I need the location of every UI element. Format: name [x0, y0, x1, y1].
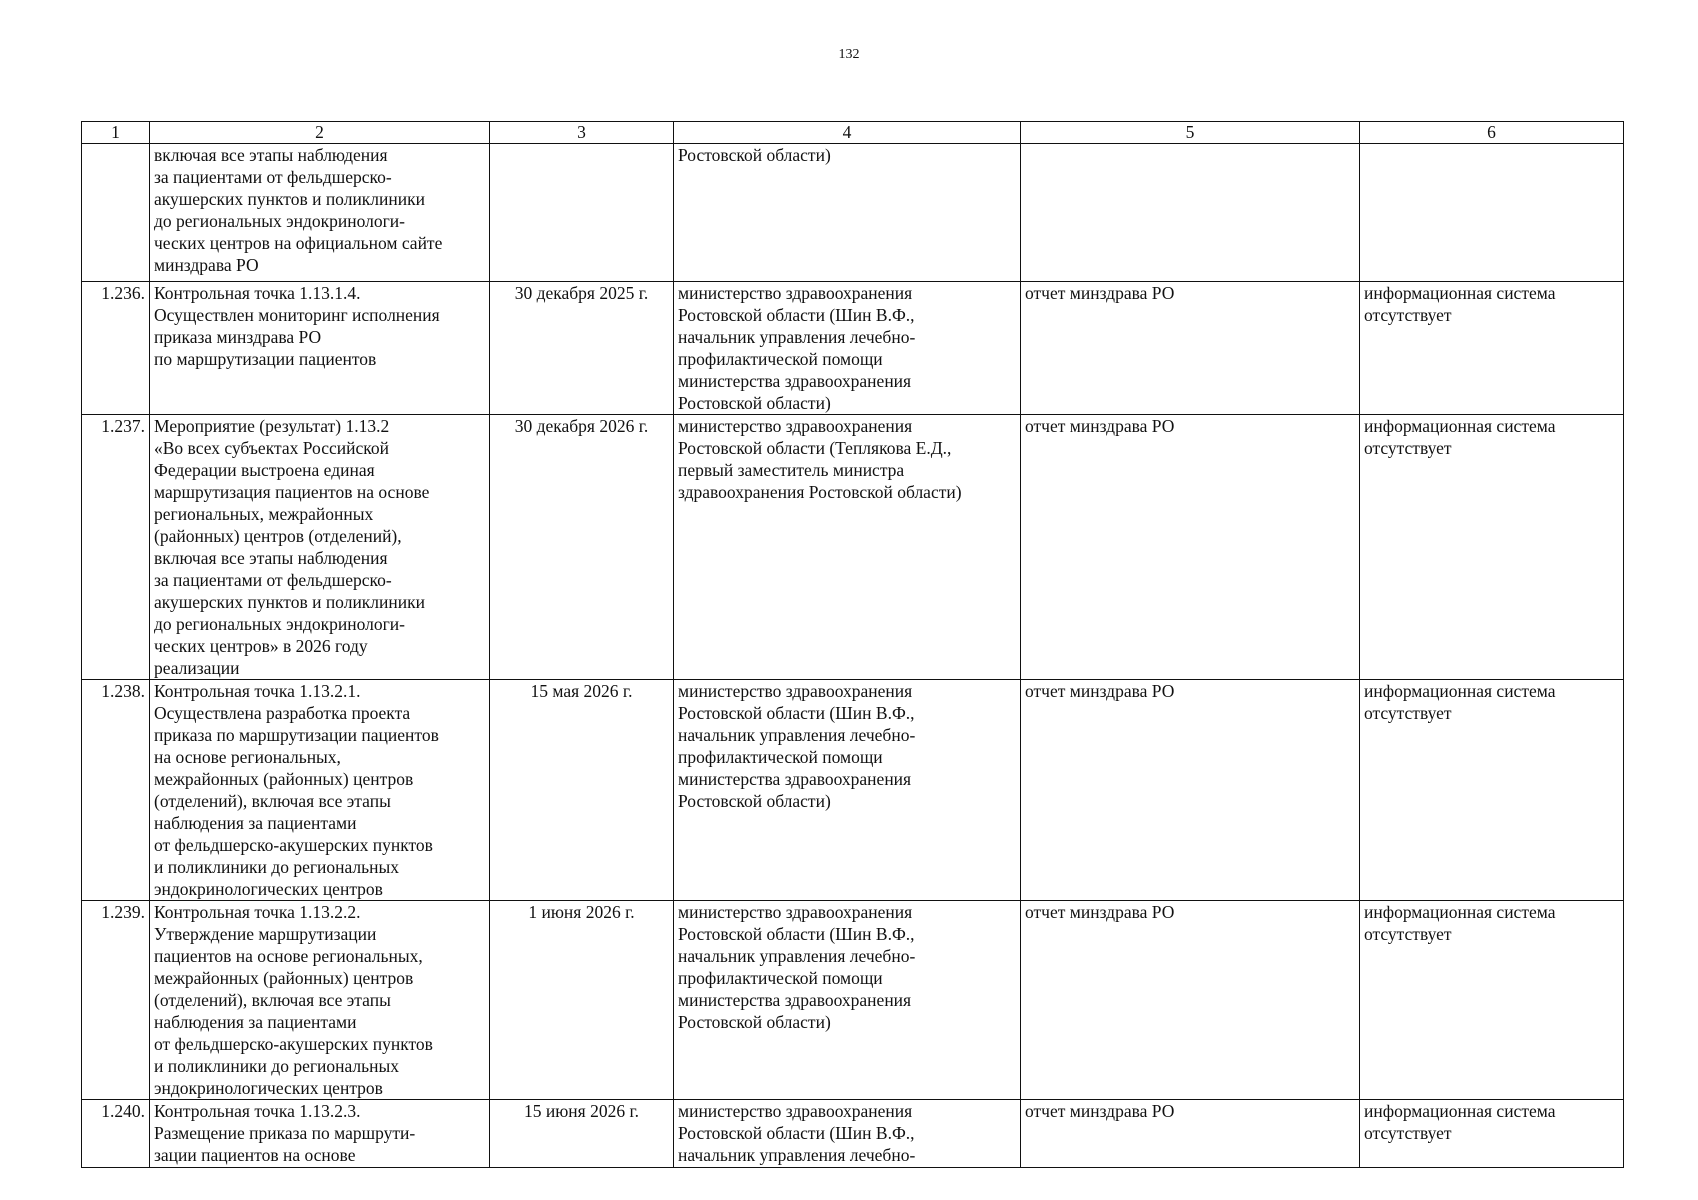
column-header-4: 4 — [674, 122, 1021, 144]
row-responsible: Ростовской области) — [674, 144, 1021, 282]
row-system: информационная система отсутствует — [1360, 680, 1624, 901]
row-number: 1.238. — [82, 680, 150, 901]
row-responsible: министерство здравоохранения Ростовской области (Шин В.Ф., начальник управления лечебно- профилактической помощи министерства здравоохранения Ростовской области) — [674, 680, 1021, 901]
row-description: Контрольная точка 1.13.2.3. Размещение приказа по маршрути- зации пациентов на основе — [150, 1100, 490, 1168]
row-result — [1021, 144, 1360, 282]
row-result: отчет минздрава РО — [1021, 1100, 1360, 1168]
row-responsible: министерство здравоохранения Ростовской области (Теплякова Е.Д., первый заместитель министра здравоохранения Ростовской области) — [674, 415, 1021, 680]
row-system: информационная система отсутствует — [1360, 901, 1624, 1100]
row-system — [1360, 144, 1624, 282]
column-header-1: 1 — [82, 122, 150, 144]
table-row — [82, 415, 1624, 680]
row-result: отчет минздрава РО — [1021, 415, 1360, 680]
row-number: 1.237. — [82, 415, 150, 680]
table-row — [82, 680, 1624, 901]
row-system: информационная система отсутствует — [1360, 1100, 1624, 1168]
row-number: 1.239. — [82, 901, 150, 1100]
row-result: отчет минздрава РО — [1021, 901, 1360, 1100]
row-system: информационная система отсутствует — [1360, 282, 1624, 415]
column-header-5: 5 — [1021, 122, 1360, 144]
row-date: 15 мая 2026 г. — [490, 680, 674, 901]
row-date: 15 июня 2026 г. — [490, 1100, 674, 1168]
row-date: 1 июня 2026 г. — [490, 901, 674, 1100]
table-row — [82, 1100, 1624, 1168]
column-header-3: 3 — [490, 122, 674, 144]
row-date: 30 декабря 2026 г. — [490, 415, 674, 680]
row-date — [490, 144, 674, 282]
measures-table — [81, 121, 1624, 1168]
row-responsible: министерство здравоохранения Ростовской области (Шин В.Ф., начальник управления лечебно- профилактической помощи министерства здравоохранения Ростовской области) — [674, 901, 1021, 1100]
column-header-2: 2 — [150, 122, 490, 144]
row-result: отчет минздрава РО — [1021, 680, 1360, 901]
header-row — [82, 122, 1624, 144]
row-responsible: министерство здравоохранения Ростовской области (Шин В.Ф., начальник управления лечебно- — [674, 1100, 1021, 1168]
row-description: Контрольная точка 1.13.2.1. Осуществлена разработка проекта приказа по маршрутизации пациентов на основе региональных, межрайонных (районных) центров (отделений), включая все этапы наблюдения за пациентами от фельдшерско-акушерских пунктов и поликлиники до региональных эндокринологических центров — [150, 680, 490, 901]
row-description: Мероприятие (результат) 1.13.2 «Во всех субъектах Российской Федерации выстроена единая маршрутизация пациентов на основе региональных, межрайонных (районных) центров (отделений), включая все этапы наблюдения за пациентами от фельдшерско- акушерских пунктов и поликлиники до региональных эндокринологи- ческих центров» в 2026 году реализации — [150, 415, 490, 680]
page-number: 132 — [838, 47, 860, 62]
table-row — [82, 282, 1624, 415]
row-responsible: министерство здравоохранения Ростовской области (Шин В.Ф., начальник управления лечебно- профилактической помощи министерства здравоохранения Ростовской области) — [674, 282, 1021, 415]
row-date: 30 декабря 2025 г. — [490, 282, 674, 415]
row-number — [82, 144, 150, 282]
row-description: Контрольная точка 1.13.1.4. Осуществлен мониторинг исполнения приказа минздрава РО по маршрутизации пациентов — [150, 282, 490, 415]
table-row — [82, 901, 1624, 1100]
column-header-6: 6 — [1360, 122, 1624, 144]
row-number: 1.240. — [82, 1100, 150, 1168]
row-description: включая все этапы наблюдения за пациентами от фельдшерско- акушерских пунктов и поликлиники до региональных эндокринологи- ческих центров на официальном сайте минздрава РО — [150, 144, 490, 282]
row-result: отчет минздрава РО — [1021, 282, 1360, 415]
table-row — [82, 144, 1624, 282]
row-number: 1.236. — [82, 282, 150, 415]
row-system: информационная система отсутствует — [1360, 415, 1624, 680]
row-description: Контрольная точка 1.13.2.2. Утверждение маршрутизации пациентов на основе региональных, межрайонных (районных) центров (отделений), включая все этапы наблюдения за пациентами от фельдшерско-акушерских пунктов и поликлиники до региональных эндокринологических центров — [150, 901, 490, 1100]
